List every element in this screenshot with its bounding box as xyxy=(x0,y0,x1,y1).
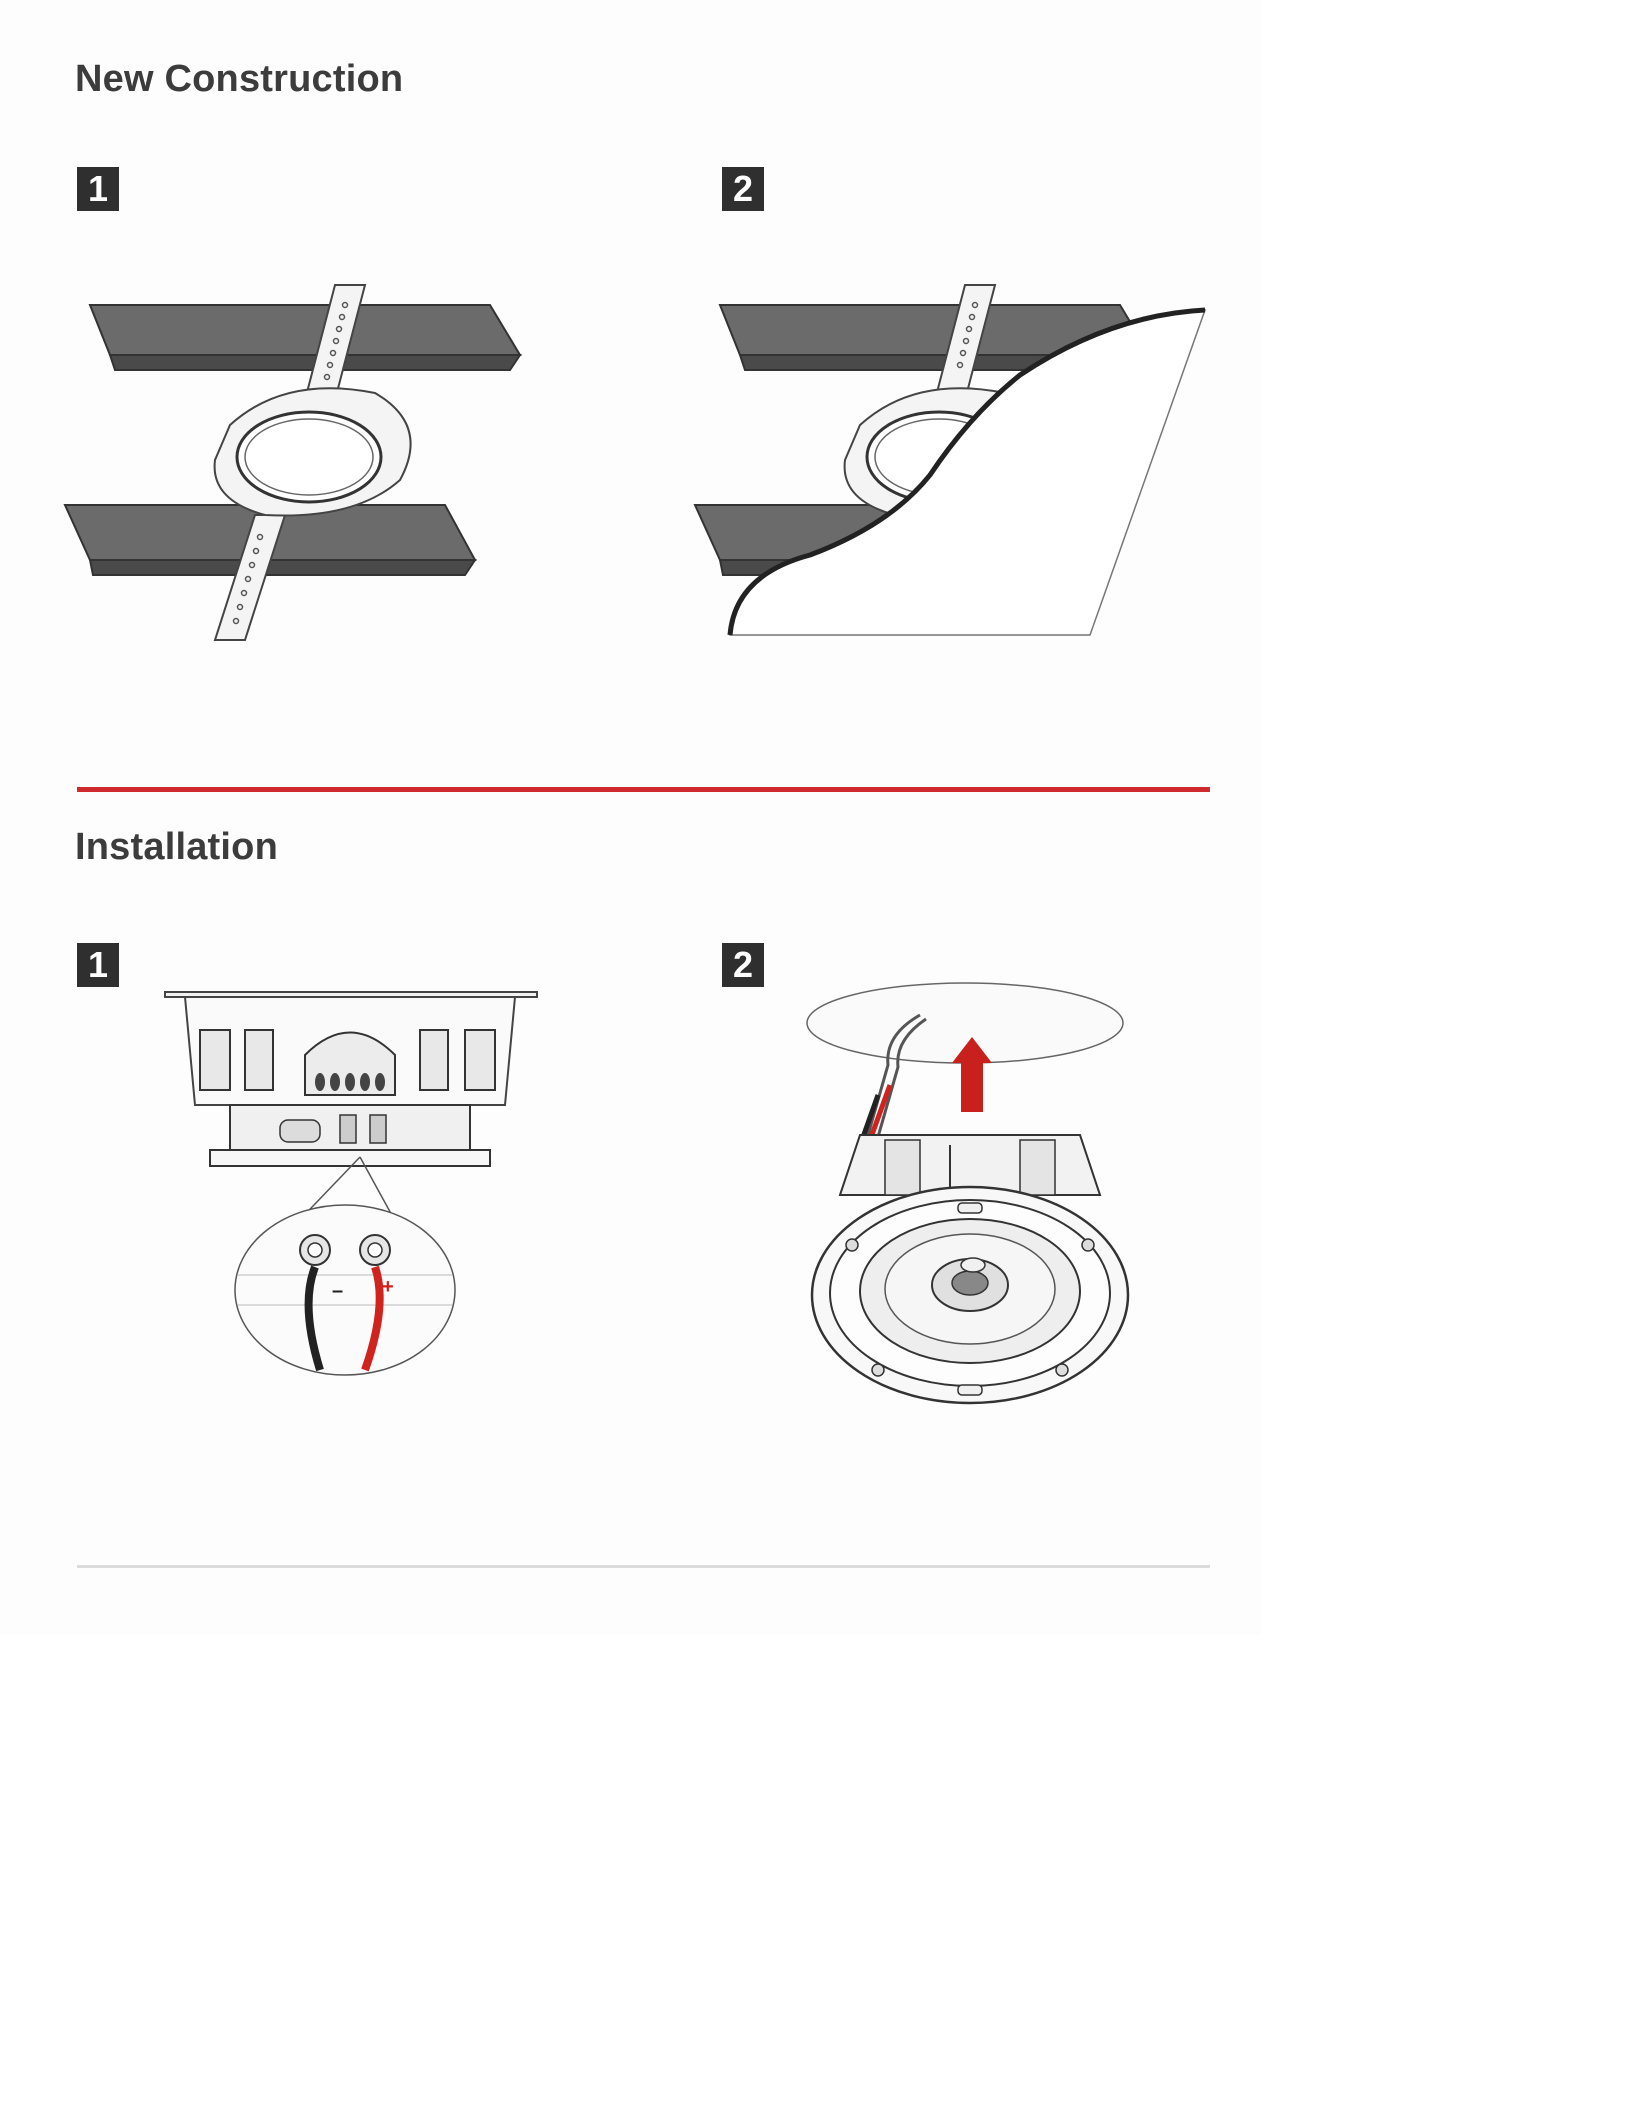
positive-terminal-label: + xyxy=(382,1276,394,1298)
drywall-over-bracket-illustration xyxy=(690,275,1220,645)
wire-connection-illustration xyxy=(160,985,540,1385)
speaker-into-ceiling-illustration xyxy=(790,975,1160,1445)
step-badge-1: 1 xyxy=(77,167,119,211)
section-title-new-construction: New Construction xyxy=(75,58,404,100)
footer-divider xyxy=(77,1565,1210,1568)
bracket-between-joists-illustration xyxy=(55,275,545,645)
step-badge-2: 2 xyxy=(722,943,764,987)
section-title-installation: Installation xyxy=(75,826,278,868)
step-badge-2: 2 xyxy=(722,167,764,211)
negative-terminal-label: – xyxy=(332,1280,344,1302)
step-badge-1: 1 xyxy=(77,943,119,987)
section-divider xyxy=(77,787,1210,792)
